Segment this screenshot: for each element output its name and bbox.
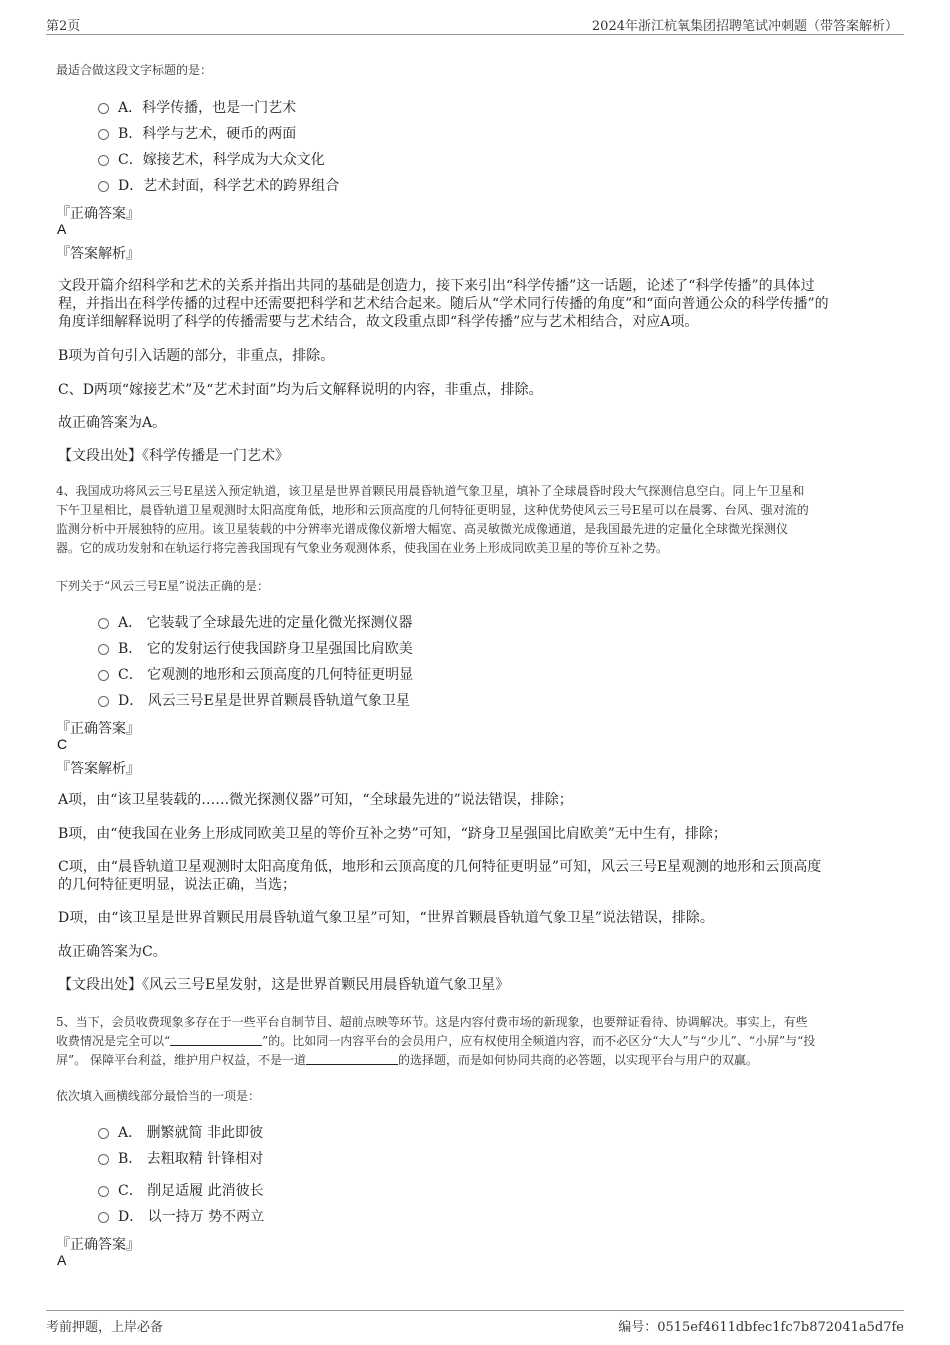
- radio-icon[interactable]: [98, 1154, 109, 1165]
- q4-option-c[interactable]: C． 它观测的地形和云顶高度的几何特征更明显: [98, 664, 413, 684]
- q3-analysis-line: 程，并指出在科学传播的过程中还需要把科学和艺术结合起来。随后从“学术同行传播的角度”和“面向普通公众的科学传播”的: [58, 296, 829, 312]
- q3-analysis-line: C、D两项“嫁接艺术”及“艺术封面”均为后文解释说明的内容，非重点，排除。: [58, 382, 543, 398]
- page-number: 第2页: [46, 19, 81, 34]
- radio-icon[interactable]: [98, 618, 109, 629]
- radio-icon[interactable]: [98, 1128, 109, 1139]
- radio-icon[interactable]: [98, 696, 109, 707]
- fill-blank: [170, 1033, 262, 1046]
- q4-analysis-line: 故正确答案为C。: [58, 944, 167, 960]
- q5-option-a[interactable]: A． 删繁就简 非此即彼: [98, 1122, 263, 1142]
- q4-analysis-line: C项，由“晨昏轨道卫星观测时太阳高度角低，地形和云顶高度的几何特征更明显”可知，风云三号E星观测的地形和云顶高度: [58, 859, 822, 875]
- q4-analysis-line: B项，由“使我国在业务上形成同欧美卫星的等价互补之势”可知，“跻身卫星强国比肩欧美”无中生有，排除；: [58, 826, 727, 842]
- q5-option-d[interactable]: D． 以一持万 势不两立: [98, 1206, 264, 1226]
- q3-analysis-line: 角度详细解释说明了科学的传播需要与艺术结合，故文段重点即“科学传播”应与艺术相结合，对应A项。: [58, 314, 699, 330]
- q4-analysis-line: D项，由“该卫星是世界首颗民用晨昏轨道气象卫星”可知，“世界首颗晨昏轨道气象卫星”说法错误，排除。: [58, 910, 714, 926]
- q3-option-c[interactable]: C．嫁接艺术，科学成为大众文化: [98, 149, 325, 169]
- q5-text-line: 收费情况是完全可以“ ”的。比如同一内容平台的会员用户，应有权使用全频道内容，而不必区分“大人”与“少儿”、“小屏”与“投: [56, 1034, 816, 1048]
- q4-analysis-label: 『答案解析』: [56, 761, 140, 777]
- q5-text-line: 屏”。 保障平台利益，维护用户权益，不是一道 的选择题，而是如何协同共商的必答题，以实现平台与用户的双赢。: [56, 1053, 758, 1067]
- radio-icon[interactable]: [98, 181, 109, 192]
- q3-option-b[interactable]: B．科学与艺术，硬币的两面: [98, 123, 296, 143]
- q3-source: 【文段出处】《科学传播是一门艺术》: [58, 448, 289, 464]
- q4-option-a[interactable]: A． 它装载了全球最先进的定量化微光探测仪器: [98, 612, 413, 632]
- q4-source: 【文段出处】《风云三号E星发射，这是世界首颗民用晨昏轨道气象卫星》: [58, 977, 510, 993]
- q3-prompt: 最适合做这段文字标题的是：: [56, 63, 213, 77]
- q3-analysis-line: 故正确答案为A。: [58, 415, 167, 431]
- q3-analysis-line: B项为首句引入话题的部分，非重点，排除。: [58, 348, 335, 364]
- document-id: 编号：0515ef4611dbfec1fc7b872041a5d7fe: [618, 1320, 904, 1335]
- q4-analysis-line: 的几何特征更明显，说法正确，当选；: [58, 877, 296, 893]
- q3-answer: A: [57, 221, 67, 237]
- q3-answer-label: 『正确答案』: [56, 206, 140, 222]
- q4-answer: C: [57, 736, 68, 752]
- q4-text-line: 4、我国成功将风云三号E星送入预定轨道，该卫星是世界首颗民用晨昏轨道气象卫星，填补了全球晨昏时段大气探测信息空白。同上午卫星和: [56, 484, 805, 498]
- q5-text-line: 5、当下，会员收费现象多存在于一些平台自制节目、超前点映等环节。这是内容付费市场的新现象，也要辩证看待、协调解决。事实上，有些: [56, 1015, 808, 1029]
- q4-option-d[interactable]: D． 风云三号E星是世界首颗晨昏轨道气象卫星: [98, 690, 410, 710]
- q3-option-a[interactable]: A．科学传播，也是一门艺术: [98, 97, 296, 117]
- fill-blank: [306, 1052, 398, 1065]
- q4-text-line: 监测分析中开展独特的应用。该卫星装载的中分辨率光谱成像仪新增大幅宽、高灵敏微光成像通道，是我国最先进的定量化全球微光探测仪: [56, 522, 789, 536]
- q4-analysis-line: A项，由“该卫星装载的……微光探测仪器”可知，“全球最先进的”说法错误，排除；: [58, 792, 573, 808]
- q5-option-c[interactable]: C． 削足适履 此消彼长: [98, 1180, 264, 1200]
- radio-icon[interactable]: [98, 155, 109, 166]
- q5-prompt: 依次填入画横线部分最恰当的一项是：: [56, 1089, 261, 1103]
- q4-text-line: 器。它的成功发射和在轨运行将完善我国现有气象业务观测体系，使我国在业务上形成同欧美卫星的等价互补之势。: [56, 541, 669, 555]
- footer-slogan: 考前押题，上岸必备: [46, 1320, 164, 1335]
- radio-icon[interactable]: [98, 129, 109, 140]
- q5-option-b[interactable]: B． 去粗取精 针锋相对: [98, 1148, 263, 1168]
- page-header: [46, 14, 904, 35]
- q3-analysis-label: 『答案解析』: [56, 246, 140, 262]
- radio-icon[interactable]: [98, 1186, 109, 1197]
- q3-analysis-line: 文段开篇介绍科学和艺术的关系并指出共同的基础是创造力，接下来引出“科学传播”这一话题，论述了“科学传播”的具体过: [58, 278, 815, 294]
- page-footer: [46, 1310, 904, 1337]
- radio-icon[interactable]: [98, 670, 109, 681]
- radio-icon[interactable]: [98, 1212, 109, 1223]
- q4-option-b[interactable]: B． 它的发射运行使我国跻身卫星强国比肩欧美: [98, 638, 413, 658]
- radio-icon[interactable]: [98, 103, 109, 114]
- q4-text-line: 下午卫星相比，晨昏轨道卫星观测时太阳高度角低，地形和云顶高度的几何特征更明显，这种优势使风云三号E星可以在晨雾、台风、强对流的: [56, 503, 809, 517]
- q4-answer-label: 『正确答案』: [56, 721, 140, 737]
- q5-answer-label: 『正确答案』: [56, 1237, 140, 1253]
- q5-answer: A: [57, 1252, 67, 1268]
- q4-prompt: 下列关于“风云三号E星”说法正确的是：: [56, 579, 270, 593]
- document-title: 2024年浙江杭氧集团招聘笔试冲刺题（带答案解析）: [591, 19, 898, 34]
- q3-option-d[interactable]: D．艺术封面，科学艺术的跨界组合: [98, 175, 339, 195]
- radio-icon[interactable]: [98, 644, 109, 655]
